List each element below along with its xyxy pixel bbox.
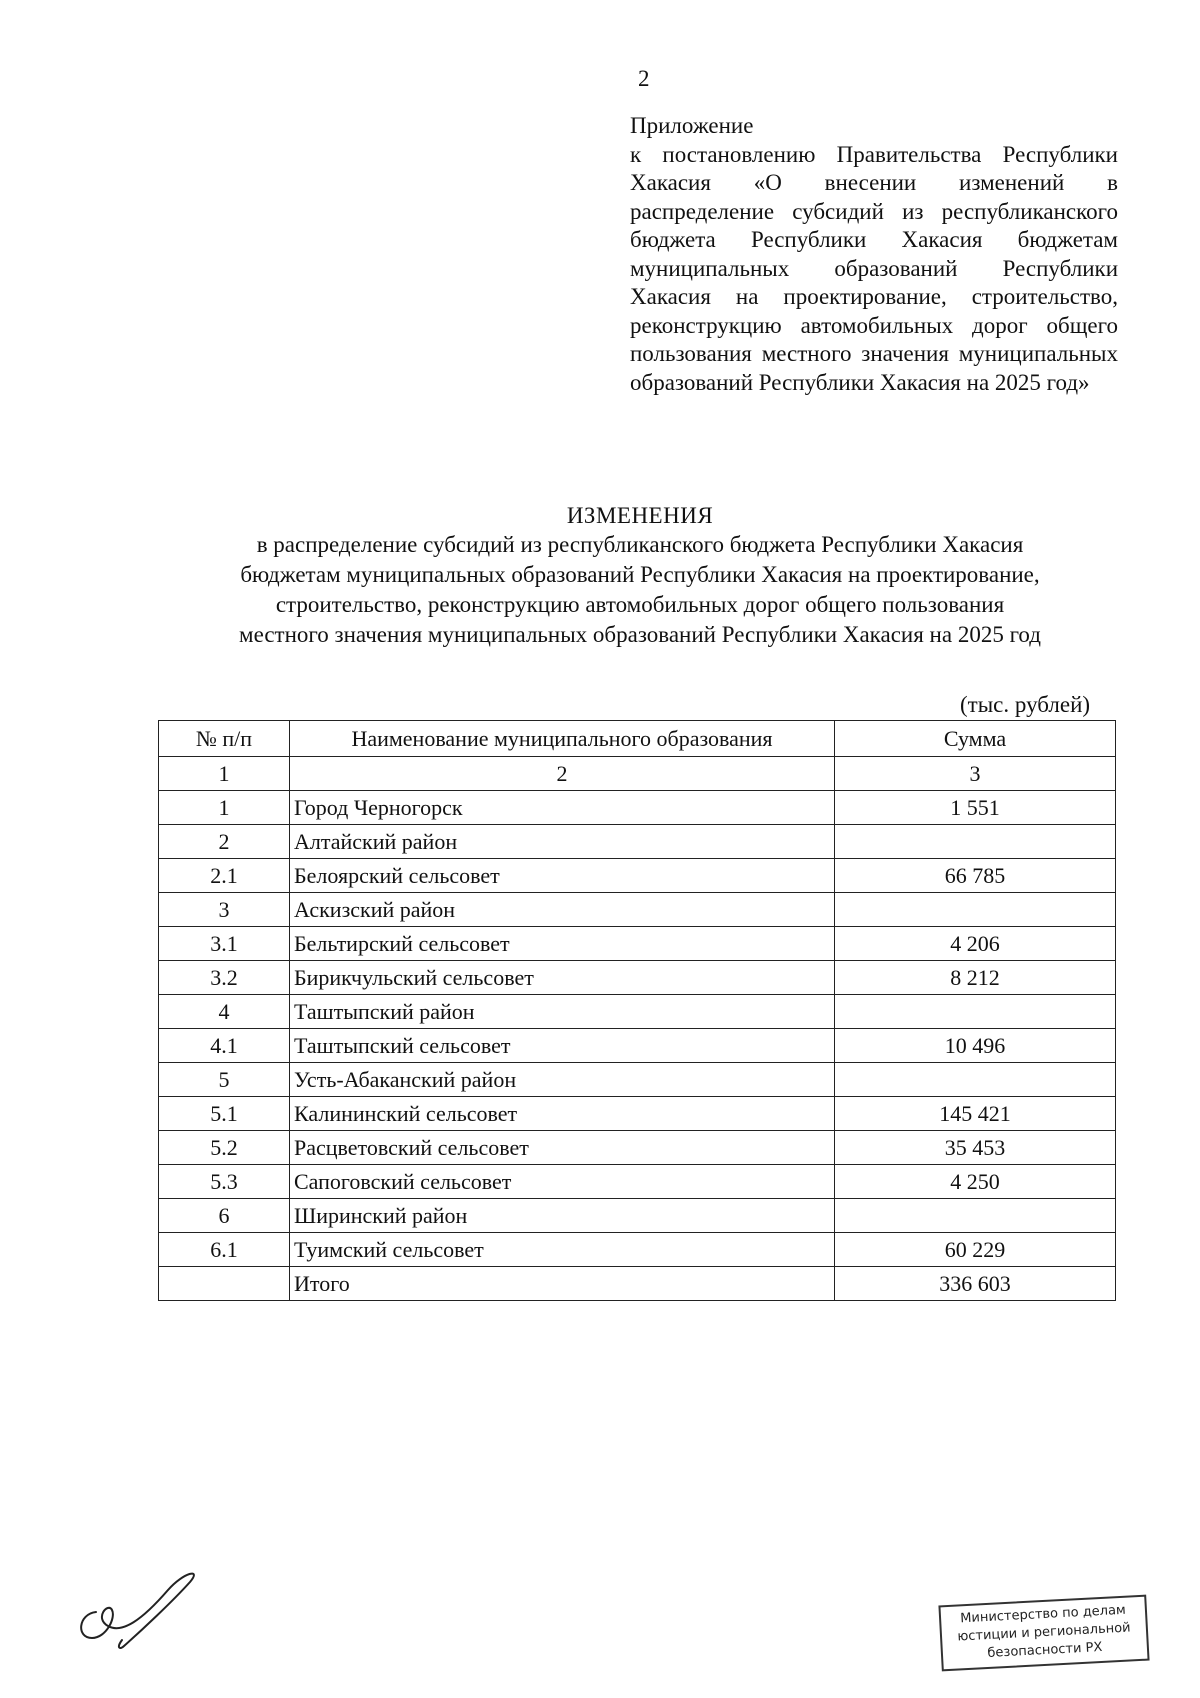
cell-num: 5 xyxy=(159,1063,290,1097)
cell-name: Аскизский район xyxy=(290,893,835,927)
table-row xyxy=(159,1097,1116,1131)
subsidy-table xyxy=(158,720,1116,1301)
cell-sum: 336 603 xyxy=(835,1267,1116,1301)
cell-sum: 3 xyxy=(835,757,1116,791)
cell-name: Ширинский район xyxy=(290,1199,835,1233)
cell-sum: 10 496 xyxy=(835,1029,1116,1063)
table-row xyxy=(159,995,1116,1029)
cell-sum xyxy=(835,995,1116,1029)
heading-line: местного значения муниципальных образований Республики Хакасия на 2025 год xyxy=(239,622,1041,647)
heading-line: в распределение субсидий из республиканского бюджета Республики Хакасия xyxy=(256,532,1024,557)
cell-sum xyxy=(835,825,1116,859)
appendix-block xyxy=(630,112,1118,397)
ministry-stamp xyxy=(938,1595,1149,1672)
header-name: Наименование муниципального образования xyxy=(290,721,835,757)
table-row xyxy=(159,1063,1116,1097)
table-row xyxy=(159,859,1116,893)
cell-name: Бельтирский сельсовет xyxy=(290,927,835,961)
appendix-text: к постановлению Правительства Республики Хакасия «О внесении изменений в распределение субсидий из республиканского бюджета Республики Хакасия бюджетам муниципальных образований Республики Хакасия на проектирование, строительство, реконструкцию автомобильных дорог общего пользования местного значения муниципальных образований Республики Хакасия на 2025 год» xyxy=(630,141,1118,395)
cell-num: 3.2 xyxy=(159,961,290,995)
cell-name: Усть-Абаканский район xyxy=(290,1063,835,1097)
cell-name: Расцветовский сельсовет xyxy=(290,1131,835,1165)
cell-sum: 66 785 xyxy=(835,859,1116,893)
cell-sum xyxy=(835,893,1116,927)
header-num: № п/п xyxy=(159,721,290,757)
stamp-line: Министерство по делам xyxy=(959,1602,1127,1627)
table-row xyxy=(159,825,1116,859)
heading-title: ИЗМЕНЕНИЯ xyxy=(566,503,714,528)
cell-name: Сапоговский сельсовет xyxy=(290,1165,835,1199)
cell-name: Итого xyxy=(290,1267,835,1301)
cell-num: 6 xyxy=(159,1199,290,1233)
table-total-row xyxy=(159,1267,1116,1301)
table-row xyxy=(159,961,1116,995)
cell-name: Алтайский район xyxy=(290,825,835,859)
cell-num: 5.2 xyxy=(159,1131,290,1165)
cell-num: 4.1 xyxy=(159,1029,290,1063)
cell-num: 2.1 xyxy=(159,859,290,893)
table-row xyxy=(159,893,1116,927)
table-row xyxy=(159,791,1116,825)
heading-line: строительство, реконструкцию автомобильных дорог общего пользования xyxy=(275,592,1005,617)
cell-name: Туимский сельсовет xyxy=(290,1233,835,1267)
cell-sum: 8 212 xyxy=(835,961,1116,995)
appendix-title: Приложение xyxy=(630,113,754,138)
cell-num: 6.1 xyxy=(159,1233,290,1267)
cell-num: 3 xyxy=(159,893,290,927)
table-row xyxy=(159,1131,1116,1165)
table-index-row xyxy=(159,757,1116,791)
signature-scribble xyxy=(72,1568,212,1652)
cell-num: 3.1 xyxy=(159,927,290,961)
stamp-line: безопасности РХ xyxy=(987,1639,1103,1661)
table-row xyxy=(159,1199,1116,1233)
table-header-row xyxy=(159,721,1116,757)
cell-name: Город Черногорск xyxy=(290,791,835,825)
cell-num xyxy=(159,1267,290,1301)
page-number: 2 xyxy=(638,66,650,91)
cell-sum xyxy=(835,1063,1116,1097)
stamp-line: юстиции и региональной xyxy=(956,1620,1131,1645)
heading-line: бюджетам муниципальных образований Республики Хакасия на проектирование, xyxy=(240,562,1040,587)
header-sum: Сумма xyxy=(835,721,1116,757)
units-label: (тыс. рублей) xyxy=(960,692,1091,717)
cell-num: 4 xyxy=(159,995,290,1029)
cell-name: Таштыпский сельсовет xyxy=(290,1029,835,1063)
cell-name: Таштыпский район xyxy=(290,995,835,1029)
table-row xyxy=(159,927,1116,961)
cell-num: 2 xyxy=(159,825,290,859)
table-row xyxy=(159,1165,1116,1199)
cell-sum: 1 551 xyxy=(835,791,1116,825)
table-row xyxy=(159,1233,1116,1267)
cell-num: 1 xyxy=(159,757,290,791)
cell-sum: 4 206 xyxy=(835,927,1116,961)
cell-num: 5.1 xyxy=(159,1097,290,1131)
cell-name: Калининский сельсовет xyxy=(290,1097,835,1131)
cell-name: 2 xyxy=(290,757,835,791)
cell-sum xyxy=(835,1199,1116,1233)
cell-num: 1 xyxy=(159,791,290,825)
cell-sum: 4 250 xyxy=(835,1165,1116,1199)
cell-num: 5.3 xyxy=(159,1165,290,1199)
cell-name: Белоярский сельсовет xyxy=(290,859,835,893)
cell-sum: 35 453 xyxy=(835,1131,1116,1165)
table-row xyxy=(159,1029,1116,1063)
cell-sum: 145 421 xyxy=(835,1097,1116,1131)
signature xyxy=(72,1568,212,1657)
cell-sum: 60 229 xyxy=(835,1233,1116,1267)
cell-name: Бирикчульский сельсовет xyxy=(290,961,835,995)
document-heading xyxy=(150,502,1130,650)
